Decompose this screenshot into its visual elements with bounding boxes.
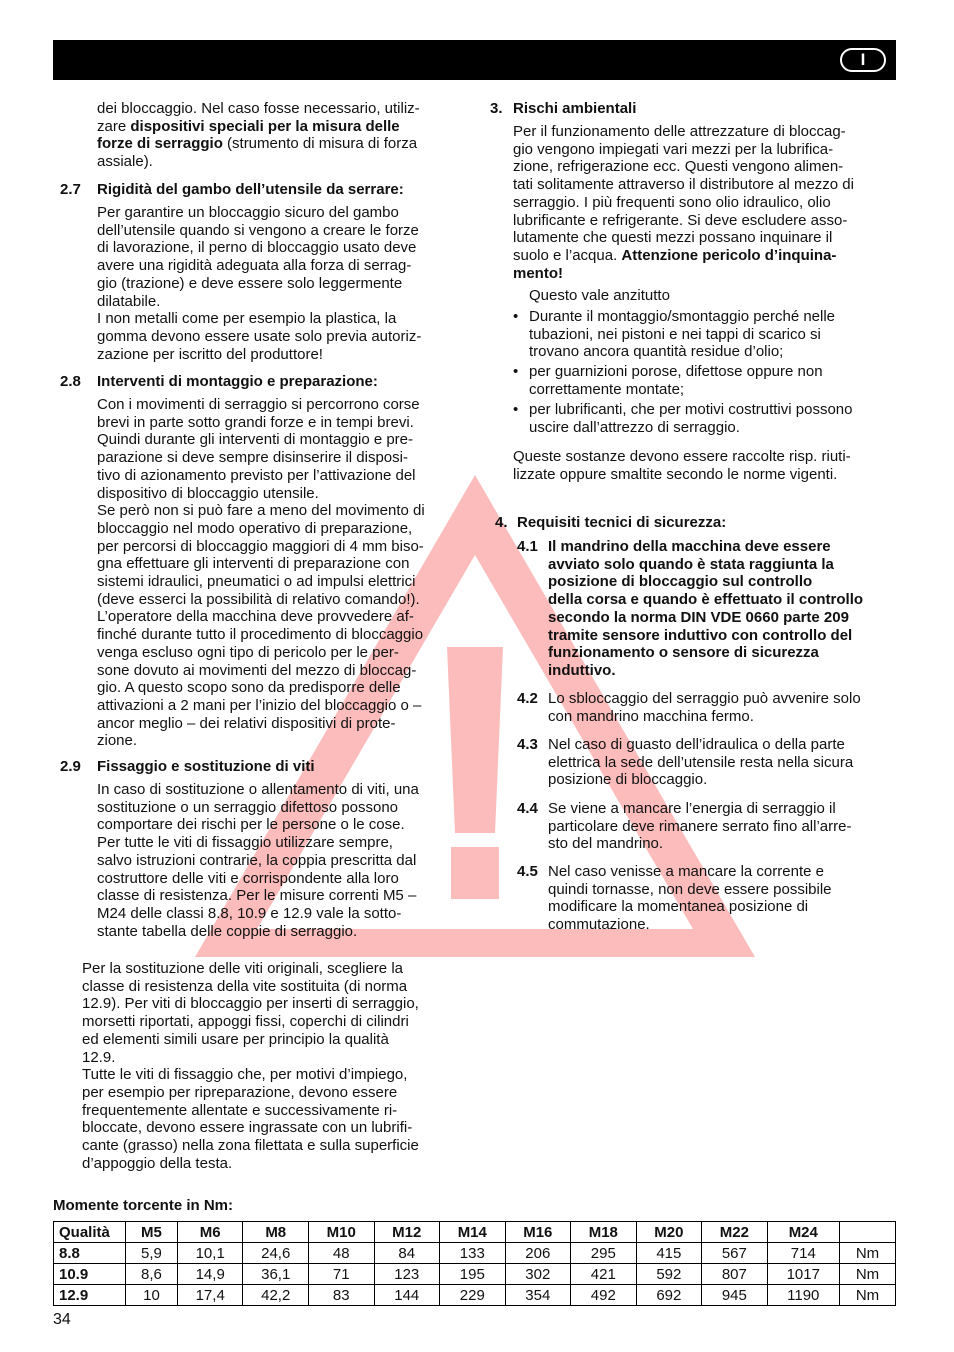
section-3-title: Rischi ambientali — [513, 100, 637, 117]
table-cell: 24,6 — [243, 1243, 309, 1264]
text-line: sto del mandrino. — [548, 835, 664, 853]
text-line: correttamente montate; — [529, 380, 685, 398]
bullet-icon: • — [513, 401, 519, 418]
text-line: elettrica la sede dell’utensile resta nella sicura — [548, 753, 854, 771]
text-line: M24 delle classi 8.8, 10.9 e 12.9 vale la sotto- — [97, 904, 402, 922]
text-line: avere una rigidità adeguata alla forza di serrag- — [97, 257, 412, 275]
text-line: sistemi idraulici, pneumatici o ad impulsi elettrici — [97, 573, 416, 591]
table-header-cell: M14 — [440, 1222, 506, 1243]
intro-paragraph: dei bloccaggio. Nel caso fosse necessario, utiliz- zare dispositivi speciali per la misura delle forze di serraggio (strumento di misura di forza assiale). — [97, 100, 420, 171]
text-line: dispositivo di bloccaggio utensile. — [97, 484, 319, 502]
text-line: stante tabella delle coppie di serraggio. — [97, 922, 358, 940]
text-line: parazione si deve sempre disinserire il disposi- — [97, 449, 408, 467]
text-line: attivazioni a 2 mani per l’inizio del bloccaggio o – — [97, 696, 422, 714]
text-line: Queste sostanze devono essere raccolte risp. riuti- — [513, 448, 851, 465]
screw-replacement-paragraph — [82, 960, 419, 1172]
section-3-number: 3. — [490, 100, 503, 117]
header-bar — [53, 40, 896, 80]
item-text — [548, 690, 861, 725]
table-cell: 195 — [440, 1264, 506, 1285]
table-cell: 71 — [309, 1264, 375, 1285]
text-line: Durante il montaggio/smontaggio perché nelle — [529, 308, 836, 325]
table-cell: Nm — [839, 1243, 895, 1264]
table-cell: 42,2 — [243, 1285, 309, 1306]
text-line: lutamente che questi mezzi possano inquinare il — [513, 229, 833, 247]
text-line: Quindi durante gli interventi di montaggio e pre- — [97, 431, 414, 449]
text-line: modificare la momentanea posizione di — [548, 898, 809, 916]
table-row — [54, 1285, 896, 1306]
table-header-cell: M16 — [505, 1222, 571, 1243]
text-line: trovano ancora quantità residue d’olio; — [529, 343, 784, 361]
table-cell: 144 — [374, 1285, 440, 1306]
text-line: I non metalli come per esempio la plastica, la — [97, 310, 397, 328]
text-line: morsetti riportati, appoggi fissi, coperchi di cilindri — [82, 1013, 409, 1031]
table-cell: 83 — [309, 1285, 375, 1306]
torque-table-title: Momente torcente in Nm: — [53, 1197, 234, 1214]
table-cell: 36,1 — [243, 1264, 309, 1285]
text-line: lubrificante e refrigerante. Si deve escludere asso- — [513, 211, 848, 229]
table-cell: 8.8 — [54, 1243, 126, 1264]
text-line: particolare deve rimanere serrato fino all’arre- — [548, 817, 852, 835]
text-line: funzionamento o sensore di sicurezza — [548, 644, 819, 662]
table-cell: 945 — [702, 1285, 768, 1306]
table-cell: 492 — [571, 1285, 637, 1306]
text-line: per guarnizioni porose, difettose oppure non — [529, 363, 823, 380]
list-item — [513, 308, 899, 361]
text-line: secondo la norma DIN VDE 0660 parte 209 — [548, 608, 849, 626]
table-header-cell: M6 — [177, 1222, 243, 1243]
text-line: tubazioni, nei pistoni e nei tappi di scarico si — [529, 325, 821, 343]
text-line: Il mandrino della macchina deve essere — [548, 538, 831, 555]
table-cell: 8,6 — [126, 1264, 178, 1285]
text-line: cante (grasso) nella zona filettata e sulla superficie — [82, 1137, 419, 1155]
table-cell: 10.9 — [54, 1264, 126, 1285]
table-cell: 5,9 — [126, 1243, 178, 1264]
text-line: posizione di bloccaggio sul controllo — [548, 573, 813, 591]
table-cell: 206 — [505, 1243, 571, 1264]
text-line: d’appoggio della testa. — [82, 1154, 233, 1172]
text-line: Per garantire un bloccaggio sicuro del gambo — [97, 204, 399, 221]
text-line: tivo di azionamento previsto per l’attivazione del — [97, 466, 416, 484]
text-line: 12.9). Per viti di bloccaggio per inserti di serraggio, — [82, 995, 419, 1013]
text-line: venga escluso ogni tipo di pericolo per le per- — [97, 643, 399, 661]
text-line: brevi in parte sotto grandi forze e in tempi brevi. — [97, 413, 414, 431]
item-number: 4.1 — [517, 538, 538, 555]
table-cell: Nm — [839, 1264, 895, 1285]
text-line: uscire dall’attrezzo di serraggio. — [529, 418, 740, 436]
text-line: ancor meglio – dei relativi dispositivi di prote- — [97, 714, 396, 732]
table-header-cell: M12 — [374, 1222, 440, 1243]
text-line: avviato solo quando è stata raggiunta la — [548, 555, 834, 573]
text-line: finché durante tutto il procedimento di bloccaggio — [97, 626, 424, 644]
table-cell: 692 — [636, 1285, 702, 1306]
table-header-cell: M5 — [126, 1222, 178, 1243]
text-line: commutazione. — [548, 916, 650, 934]
section-3-lead: Questo vale anzitutto — [529, 287, 670, 304]
table-cell: 84 — [374, 1243, 440, 1264]
table-header-cell: M8 — [243, 1222, 309, 1243]
list-item — [513, 363, 899, 398]
table-cell: 421 — [571, 1264, 637, 1285]
text-line: zione. — [97, 732, 138, 750]
item-text — [548, 736, 853, 789]
table-cell: 10 — [126, 1285, 178, 1306]
text-line: zazione per iscritto del produttore! — [97, 345, 323, 363]
bullet-icon: • — [513, 363, 519, 380]
text-line: dilatabile. — [97, 292, 161, 310]
table-header-row — [54, 1222, 896, 1243]
table-cell: 415 — [636, 1243, 702, 1264]
table-cell: Nm — [839, 1285, 895, 1306]
text-line: Lo sbloccaggio del serraggio può avvenire solo — [548, 690, 861, 707]
text-line: L’operatore della macchina deve provvedere af- — [97, 608, 414, 626]
table-header-cell: M20 — [636, 1222, 702, 1243]
text-line: In caso di sostituzione o allentamento di viti, una — [97, 781, 419, 798]
text-line: comportare dei rischi per le persone o le cose. — [97, 816, 405, 834]
table-cell: 714 — [767, 1243, 839, 1264]
text-line: serraggio. I più frequenti sono olio idraulico, olio — [513, 193, 831, 211]
table-header-cell: M18 — [571, 1222, 637, 1243]
list-item — [513, 401, 899, 436]
item-text — [548, 800, 851, 853]
section-2-7-title: Rigidità del gambo dell’utensile da serrare: — [97, 181, 404, 198]
language-badge: I — [840, 48, 886, 72]
table-cell: 295 — [571, 1243, 637, 1264]
text-line: Per il funzionamento delle attrezzature di bloccag- — [513, 123, 846, 140]
section-2-7-body — [97, 204, 421, 363]
text-line: ed elementi simili usare per principio la qualità — [82, 1030, 389, 1048]
text-line: dell’utensile quando si vengono a creare le forze — [97, 221, 419, 239]
table-cell: 10,1 — [177, 1243, 243, 1264]
table-cell: 123 — [374, 1264, 440, 1285]
text-line: lizzate oppure smaltite secondo le norme vigenti. — [513, 465, 838, 483]
table-header-cell — [839, 1222, 895, 1243]
table-cell: 14,9 — [177, 1264, 243, 1285]
text-line: bloccaggio nel modo operativo di preparazione, — [97, 519, 413, 537]
text-line: gio (trazione) e deve essere solo leggermente — [97, 274, 403, 292]
table-cell: 229 — [440, 1285, 506, 1306]
table-cell: 1017 — [767, 1264, 839, 1285]
text-line: zione, refrigerazione ecc. Questi vengono alimen- — [513, 158, 844, 176]
section-2-8-number: 2.8 — [60, 373, 81, 390]
item-number: 4.4 — [517, 800, 538, 817]
text-line: sone dovuto ai movimenti del mezzo di bloccag- — [97, 661, 417, 679]
text-line: costruttore delle viti e corrispondente alla loro — [97, 869, 399, 887]
table-header-cell: M22 — [702, 1222, 768, 1243]
table-cell: 807 — [702, 1264, 768, 1285]
text-line: per lubrificanti, che per motivi costruttivi possono — [529, 401, 853, 418]
text-line: della corsa e quando è effettuato il controllo — [548, 591, 864, 609]
table-cell: 48 — [309, 1243, 375, 1264]
table-cell: 592 — [636, 1264, 702, 1285]
section-2-9-number: 2.9 — [60, 758, 81, 775]
section-3-body: Per il funzionamento delle attrezzature di bloccag- gio vengono impiegati vari mezzi per la lubrifica- zione, refrigerazione ecc. Questi vengono alimen- tati solitamente attraverso il distributore al mezzo di serraggio. I più frequenti sono olio idraulico, olio lubrificante e refrigerante. Si deve escludere asso- lutamente che questi mezzi possano inquinare il suolo e l’acqua. Attenzione pericolo d’inquina- mento! — [513, 123, 854, 282]
text-line: quindi tornasse, non deve essere possibile — [548, 880, 832, 898]
item-number: 4.2 — [517, 690, 538, 707]
text-line: tati solitamente attraverso il distributore al mezzo di — [513, 176, 854, 194]
torque-table — [53, 1221, 896, 1306]
text-line: Per tutte le viti di fissaggio utilizzare sempre, — [97, 834, 393, 852]
text-line: posizione di bloccaggio. — [548, 771, 708, 789]
text-line: (deve esserci la possibilità di relativo comando!). — [97, 590, 420, 608]
text-line: per percorsi di bloccaggio maggiori di 4 mm biso- — [97, 537, 424, 555]
page-number: 34 — [53, 1311, 71, 1328]
table-cell: 302 — [505, 1264, 571, 1285]
text-line: Se viene a mancare l’energia di serraggio il — [548, 800, 836, 817]
text-line: classe di resistenza della vite sostituita (di norma — [82, 977, 408, 995]
section-2-8-title: Interventi di montaggio e preparazione: — [97, 373, 378, 390]
text-line: induttivo. — [548, 661, 616, 679]
section-2-7-number: 2.7 — [60, 181, 81, 198]
text-line: Nel caso di guasto dell’idraulica o della parte — [548, 736, 845, 753]
table-cell: 133 — [440, 1243, 506, 1264]
item-text — [548, 863, 832, 934]
item-text — [548, 538, 863, 680]
text-line: gio. A questo scopo sono da predisporre delle — [97, 679, 401, 697]
text-line: gio vengono impiegati vari mezzi per la lubrifica- — [513, 140, 834, 158]
text-line: tramite sensore induttivo con controllo del — [548, 626, 853, 644]
text-line: sostituzione o un serraggio difettoso possono — [97, 798, 399, 816]
text-line: Con i movimenti di serraggio si percorrono corse — [97, 396, 420, 413]
table-cell: 567 — [702, 1243, 768, 1264]
section-4-title: Requisiti tecnici di sicurezza: — [517, 514, 727, 531]
section-2-8-body — [97, 396, 425, 750]
table-cell: 354 — [505, 1285, 571, 1306]
table-header-cell: M24 — [767, 1222, 839, 1243]
item-number: 4.5 — [517, 863, 538, 880]
text-line: bloccate, devono essere ingrassate con un lubrifi- — [82, 1119, 413, 1137]
table-header-cell: Qualità — [54, 1222, 126, 1243]
bullet-icon: • — [513, 308, 519, 325]
text-line: per esempio per ripreparazione, devono essere — [82, 1083, 398, 1101]
table-row — [54, 1243, 896, 1264]
text-line: Se però non si può fare a meno del movimento di — [97, 502, 425, 520]
text-line: classe di resistenza. Per le misure correnti M5 – — [97, 887, 417, 905]
text-line: Per la sostituzione delle viti originali, scegliere la — [82, 960, 403, 977]
text-line: 12.9. — [82, 1048, 116, 1066]
table-header-cell: M10 — [309, 1222, 375, 1243]
table-cell: 1190 — [767, 1285, 839, 1306]
table-cell: 12.9 — [54, 1285, 126, 1306]
section-2-9-body — [97, 781, 419, 940]
item-number: 4.3 — [517, 736, 538, 753]
text-line: Tutte le viti di fissaggio che, per motivi d’impiego, — [82, 1066, 408, 1084]
table-cell: 17,4 — [177, 1285, 243, 1306]
section-4-number: 4. — [495, 514, 508, 531]
table-row — [54, 1264, 896, 1285]
text-line: gomma devono essere usate solo previa autoriz- — [97, 327, 422, 345]
text-line: frequentemente allentate e successivamente ri- — [82, 1101, 398, 1119]
text-line: gna effettuare gli interventi di preparazione con — [97, 555, 410, 573]
text-line: con mandrino macchina fermo. — [548, 707, 754, 725]
text-line: di lavorazione, il perno di bloccaggio usato deve — [97, 239, 417, 257]
text-line: Nel caso venisse a mancare la corrente e — [548, 863, 824, 880]
text-line: salvo istruzioni contrarie, la coppia prescritta dal — [97, 851, 417, 869]
section-2-9-title: Fissaggio e sostituzione di viti — [97, 758, 315, 775]
section-3-closing — [513, 448, 851, 483]
